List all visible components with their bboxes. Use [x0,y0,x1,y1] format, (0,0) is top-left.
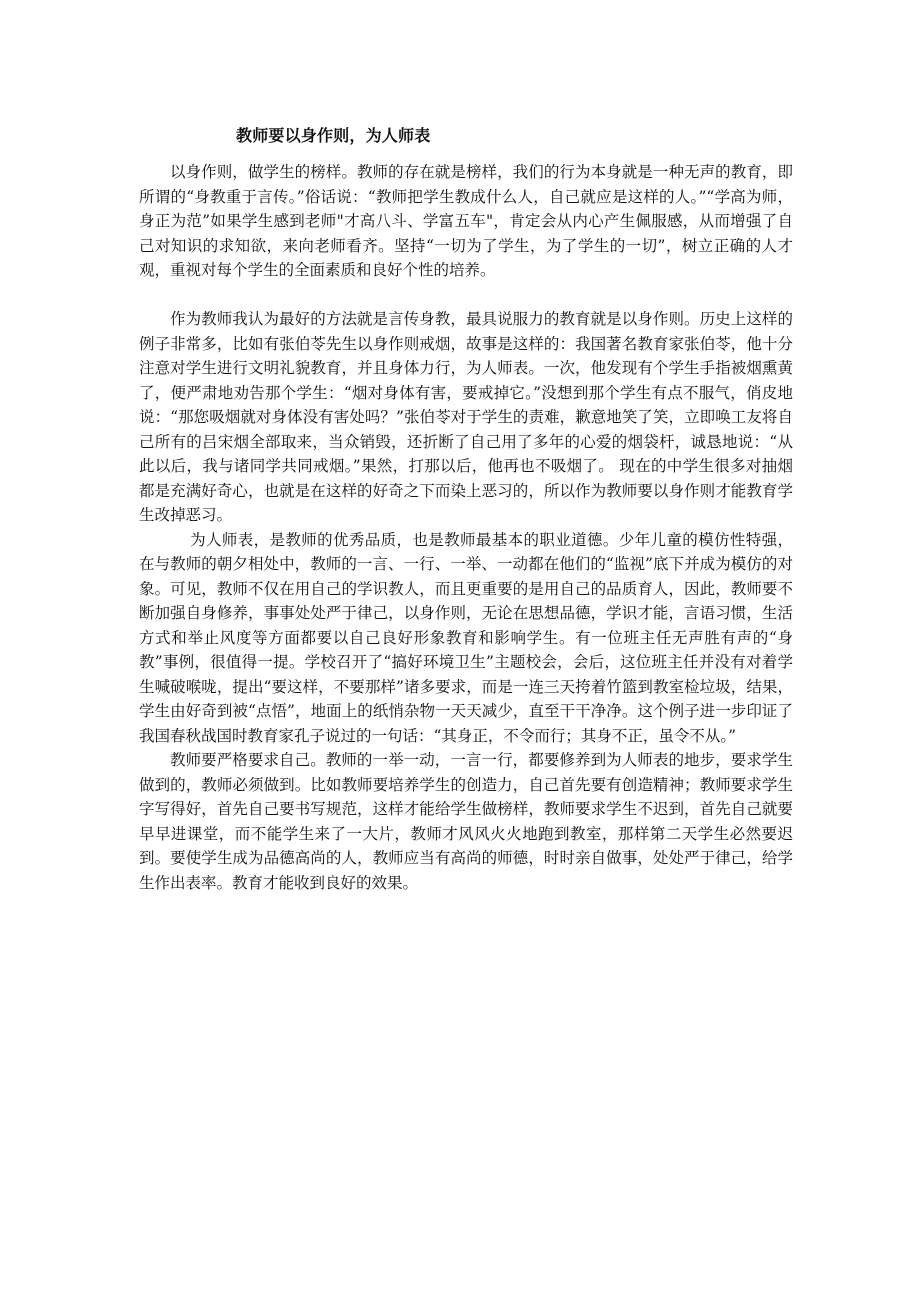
paragraph-gap [139,283,793,308]
document-body [139,160,793,895]
paragraph-2: 作为教师我认为最好的方法就是言传身教，最具说服力的教育就是以身作则。历史上这样的例子非常多，比如有张伯苓先生以身作则戒烟，故事是这样的：我国著名教育家张伯苓，他十分注意对学生进行文明礼貌教育，并且身体力行，为人师表。一次，他发现有个学生手指被烟熏黄了，便严肃地劝告那个学生：“烟对身体有害，要戒掉它。”没想到那个学生有点不服气，俏皮地说：“那您吸烟就对身体没有害处吗？”张伯苓对于学生的责难，歉意地笑了笑，立即唤工友将自己所有的吕宋烟全部取来，当众销毁，还折断了自己用了多年的心爱的烟袋杆，诚恳地说：“从此以后，我与诸同学共同戒烟。”果然，打那以后，他再也不吸烟了。 现在的中学生很多对抽烟都是充满好奇心，也就是在这样的好奇之下而染上恶习的，所以作为教师要以身作则才能教育学生改掉恶习。 [139,310,793,524]
paragraph-3: 为人师表，是教师的优秀品质，也是教师最基本的职业道德。少年儿童的模仿性特强，在与教师的朝夕相处中，教师的一言、一行、一举、一动都在他们的“监视”底下并成为模仿的对象。可见，教师不仅在用自己的学识教人，而且更重要的是用自己的品质育人，因此，教师要不断加强自身修养，事事处处严于律己，以身作则，无论在思想品德，学识才能，言语习惯，生活方式和举止风度等方面都要以自己良好形象教育和影响学生。有一位班主任无声胜有声的“身教”事例，很值得一提。学校召开了“搞好环境卫生”主题校会，会后，这位班主任并没有对着学生喊破喉咙，提出“要这样，不要那样”诸多要求，而是一连三天挎着竹篮到教室检垃圾，结果，学生由好奇到被“点悟”，地面上的纸悄杂物一天天减少，直至干干净净。这个例子进一步印证了我国春秋战国时教育家孔子说过的一句话：“其身正，不令而行；其身不正，虽令不从。” [139,530,793,745]
document-title: 教师要以身作则，为人师表 [236,125,431,145]
paragraph-1: 以身作则，做学生的榜样。教师的存在就是榜样，我们的行为本身就是一种无声的教育，即所谓的“身教重于言传。”俗话说：“教师把学生教成什么人，自己就应是这样的人。”“学高为师，身正为范”如果学生感到老师"才高八斗、学富五车"，肯定会从内心产生佩服感，从而增强了自己对知识的求知欲，来向老师看齐。坚持“一切为了学生，为了学生的一切”，树立正确的人才观，重视对每个学生的全面素质和良好个性的培养。 [139,163,793,279]
paragraph-4: 教师要严格要求自己。教师的一举一动，一言一行，都要修养到为人师表的地步，要求学生做到的，教师必须做到。比如教师要培养学生的创造力，自己首先要有创造精神；教师要求学生字写得好，首先自己要书写规范，这样才能给学生做榜样，教师要求学生不迟到，首先自己就要早早进课堂，而不能学生来了一大片，教师才风风火火地跑到教室，那样第二天学生必然要迟到。要使学生成为品德高尚的人，教师应当有高尚的师德，时时亲自做事，处处严于律己，给学生作出表率。教育才能收到良好的效果。 [139,751,793,892]
